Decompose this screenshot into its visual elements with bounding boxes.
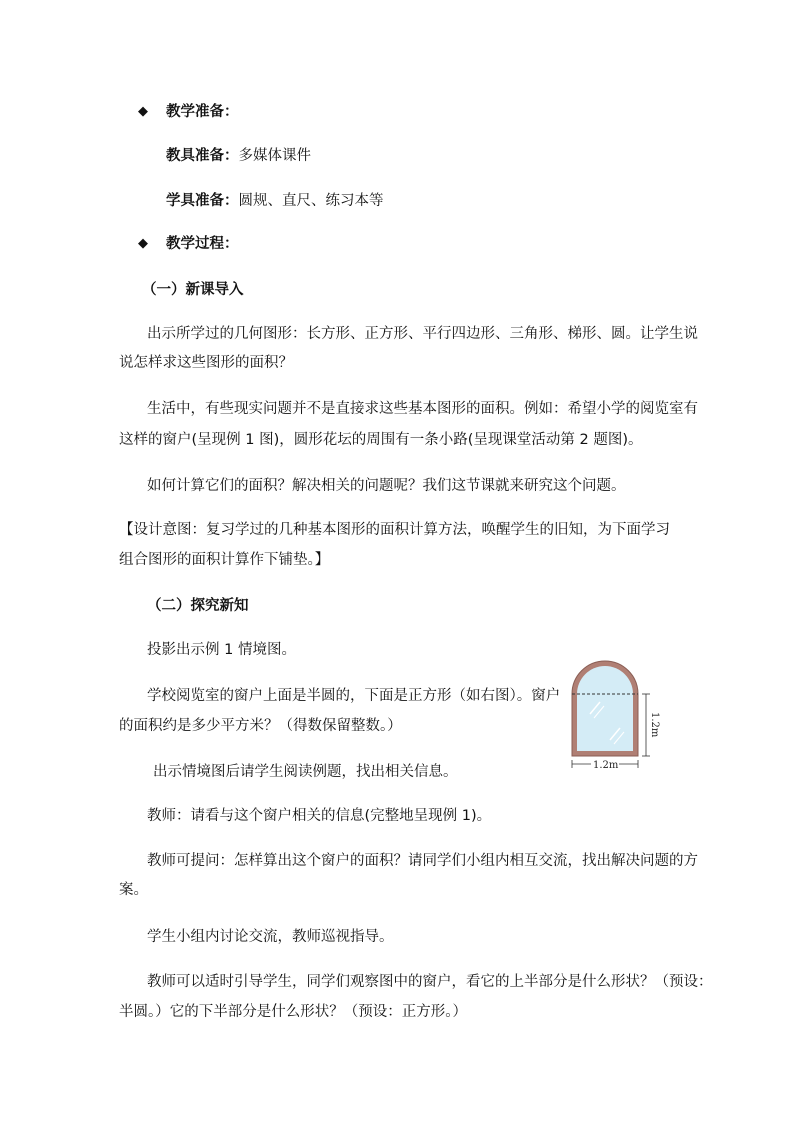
window-glass [577,666,633,751]
heading-teaching-process: 教学过程： [166,236,239,252]
section-title-new-lesson: （一）新课导入 [142,282,244,298]
paragraph-line: 如何计算它们的面积？解决相关的问题呢？我们这节课就来研究这个问题。 [147,478,626,494]
prep-item-label: 学具准备： [166,193,239,209]
section-title-explore: （二）探究新知 [147,598,249,614]
prep-item-text: 多媒体课件 [238,148,311,164]
paragraph-line: 案。 [119,882,148,898]
window-figure [566,656,658,772]
prep-item-label: 教具准备： [166,148,239,164]
prep-item-text: 圆规、直尺、练习本等 [238,193,384,209]
paragraph-line: 教师可以适时引导学生，同学们观察图中的窗户，看它的上半部分是什么形状？（预设： [147,974,713,990]
design-intent-line: 组合图形的面积计算作下铺垫。】 [119,552,330,568]
prep-item-teacher [166,146,311,166]
heading-teaching-prep: 教学准备： [166,104,239,120]
paragraph-line: 出示情境图后请学生阅读例题，找出相关信息。 [153,764,458,780]
paragraph-line: 这样的窗户(呈现例 1 图)，圆形花坛的周围有一条小路(呈现课堂活动第 2 题图)。 [119,432,643,448]
design-intent-line: 【设计意图：复习学过的几种基本图形的面积计算方法，唤醒学生的旧知，为下面学习 [119,522,670,538]
paragraph-line: 出示所学过的几何图形：长方形、正方形、平行四边形、三角形、梯形、圆。让学生说 [147,326,698,342]
paragraph-line: 半圆。）它的下半部分是什么形状？（预设：正方形。） [119,1004,467,1020]
paragraph-line: 说怎样求这些图形的面积？ [119,355,293,371]
width-label: 1.2m [593,760,619,771]
paragraph-line: 的面积约是多少平方米？（得数保留整数。） [119,718,402,734]
bullet-diamond-icon: ◆ [138,236,148,251]
paragraph-line: 生活中，有些现实问题并不是直接求这些基本图形的面积。例如：希望小学的阅览室有 [147,401,698,417]
paragraph-line: 教师：请看与这个窗户相关的信息(完整地呈现例 1)。 [147,808,492,824]
paragraph-line: 学校阅览室的窗户上面是半圆的，下面是正方形（如右图）。窗户 [147,688,561,704]
paragraph-line: 教师可提问：怎样算出这个窗户的面积？请同学们小组内相互交流，找出解决问题的方 [147,853,698,869]
prep-item-student [166,191,384,211]
paragraph-line: 投影出示例 1 情境图。 [147,642,296,658]
bullet-diamond-icon: ◆ [138,104,148,119]
height-label: 1.2m [649,712,660,738]
paragraph-line: 学生小组内讨论交流，教师巡视指导。 [147,929,394,945]
